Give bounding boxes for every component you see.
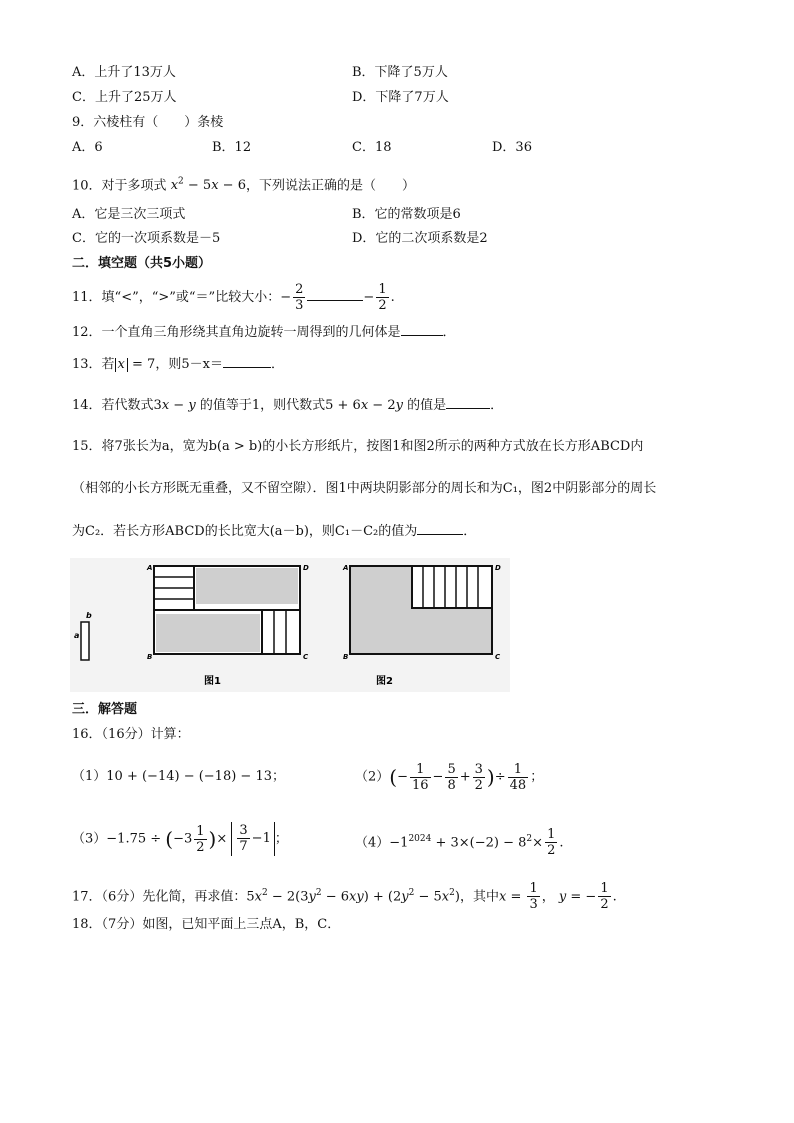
q16-part-4: $(4)-1^{2024} + 3\times(-2) - 8^2\times$ $\frac{1}{2}$ .: [355, 827, 564, 859]
svg-text:C: C: [303, 653, 309, 661]
q18: 18．（7分）如图，已知平面上三点A，B，C．: [72, 917, 341, 932]
q9-option-c: C．18: [352, 140, 392, 155]
q8-option-c: C．上升了25万人: [72, 90, 177, 105]
svg-text:A: A: [147, 564, 153, 572]
q15-figure: [70, 558, 510, 692]
svg-text:D: D: [303, 564, 309, 572]
q8-option-d: D．下降了7万人: [352, 90, 449, 105]
q9-option-a: A．6: [72, 140, 103, 155]
q15-line-3: 为C₂．若长方形ABCD的长比宽大(a－b)，则C₁－C₂的值为 ．: [72, 524, 477, 539]
q10-stem: 10．对于多项式 $x^2 - 5x - 6$，下列说法正确的是（ ）: [72, 177, 415, 194]
q16-part-3: （3）−1.75 ÷ (−3 $\frac{1}{2}$ )× $\frac{3}{7}$ −1 ；: [72, 823, 288, 855]
q11-fraction-2: $\frac{1}{2}$: [378, 282, 387, 313]
q10-option-a: A．它是三次三项式: [72, 207, 186, 222]
figure-2-caption: 图2: [376, 676, 393, 687]
q13-abs-x: x: [115, 358, 128, 372]
q9-option-d: D．36: [492, 140, 532, 155]
q17: 17．（6分）先化简，再求值：$5x^2 - 2(3y^2 - 6xy) + (2y^2 - 5x^2)$，其中x = $\frac{1}{3}$ ， y = − $\frac{1}{2}$ .: [72, 881, 617, 913]
svg-text:B: B: [147, 653, 153, 661]
q14-answer-blank: [446, 396, 490, 409]
q15-answer-blank: [417, 522, 463, 535]
q10-option-c: C．它的一次项系数是－5: [72, 231, 221, 246]
section-3-title: 三．解答题: [72, 702, 138, 717]
svg-text:D: D: [495, 564, 501, 572]
svg-text:C: C: [495, 653, 501, 661]
label-b: b: [86, 611, 92, 620]
q16-part-1: （1）10 + (−14) − (−18) − 13；: [72, 769, 285, 784]
q8-option-a: A．上升了13万人: [72, 65, 176, 80]
section-2-title: 二．填空题（共5小题）: [72, 256, 212, 271]
q13-answer-blank: [223, 355, 271, 368]
figure-1-caption: 图1: [204, 676, 221, 687]
q12: 12．一个直角三角形绕其直角边旋转一周得到的几何体是 ．: [72, 325, 456, 340]
small-rectangle: [81, 622, 89, 660]
label-a: a: [74, 631, 80, 640]
q16-part-2: （2）(− $\frac{1}{16}$ − $\frac{5}{8}$ + $\frac{3}{2}$ )÷ $\frac{1}{48}$ ；: [355, 761, 544, 793]
q15-line-1: 15．将7张长为a，宽为b(a > b)的小长方形纸片，按图1和图2所示的两种方式放在长方形ABCD内: [72, 439, 644, 454]
q12-answer-blank: [401, 323, 443, 336]
q13: 13．若 x = 7，则5－x＝ ．: [72, 357, 284, 372]
q8-option-b: B．下降了5万人: [352, 65, 448, 80]
q10-polynomial: $x^2 - 5x - 6$: [170, 177, 246, 194]
q10-option-b: B．它的常数项是6: [352, 207, 461, 222]
q15-line-2: （相邻的小长方形既无重叠，又不留空隙）．图1中两块阴影部分的周长和为C₁，图2中阴影部分的周长: [72, 481, 657, 496]
svg-text:A: A: [343, 564, 349, 572]
q11-answer-blank: [307, 288, 363, 301]
figure-1: [146, 564, 309, 661]
figure-2: [342, 564, 501, 661]
q9-option-b: B．12: [212, 140, 252, 155]
q10-option-d: D．它的二次项系数是2: [352, 231, 488, 246]
q14: 14．若代数式3x − y 的值等于1，则代数式5 + 6x − 2y 的值是 ．: [72, 398, 504, 413]
q16-stem: 16．（16分）计算：: [72, 727, 190, 742]
q11: 11．填“<”，“>”或“＝”比较大小：− $\frac{2}{3}$ − $\frac{1}{2}$ .: [72, 282, 395, 313]
svg-text:B: B: [343, 653, 349, 661]
q9-stem: 9．六棱柱有（ ）条棱: [72, 115, 224, 130]
q11-fraction-1: $\frac{2}{3}$: [295, 282, 304, 313]
